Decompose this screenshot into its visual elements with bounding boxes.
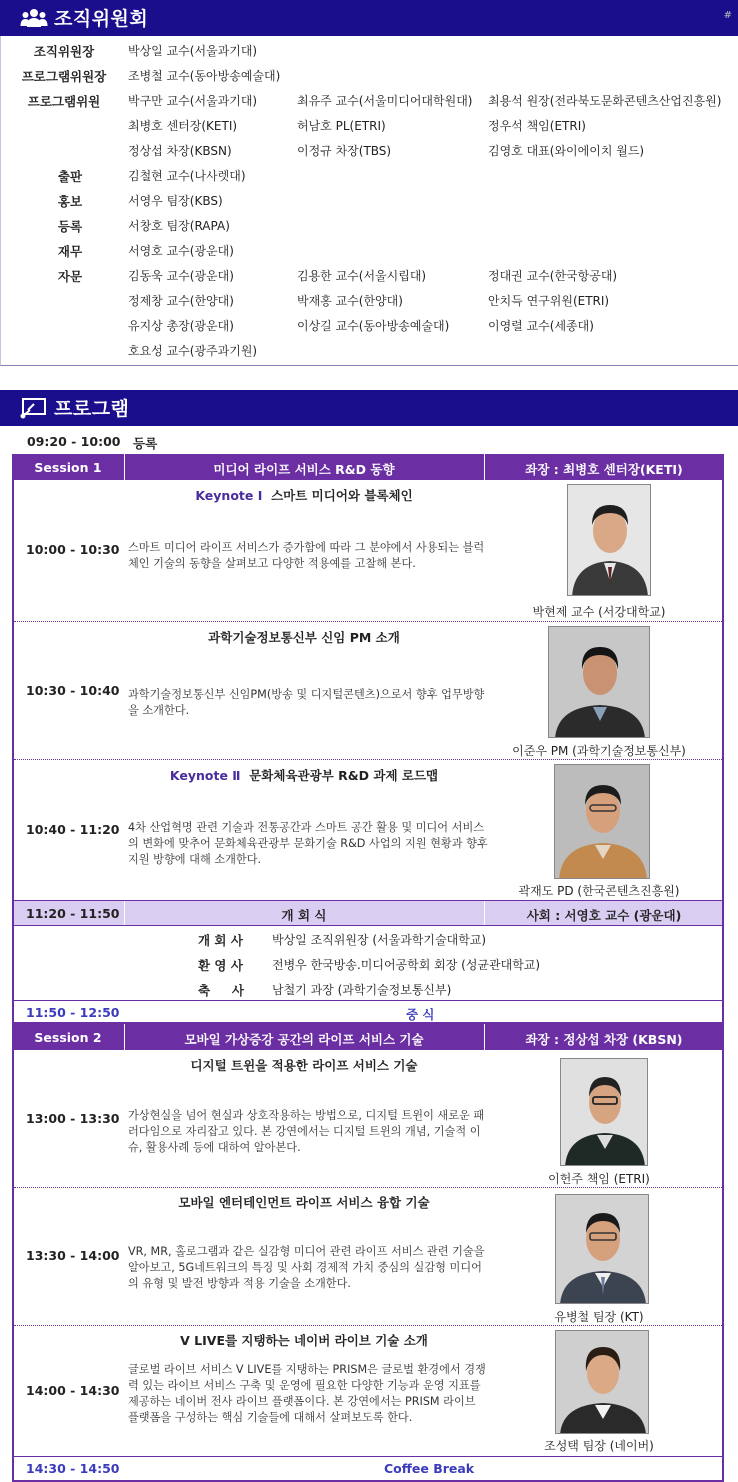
opening-time: 11:20 - 11:50 xyxy=(26,906,120,921)
talk-time: 13:00 - 13:30 xyxy=(26,1111,120,1126)
org-role-label: 출판 xyxy=(57,169,83,184)
org-row xyxy=(1,338,738,363)
talk-title xyxy=(114,766,494,784)
org-row xyxy=(1,163,738,188)
talk-title: V LIVE를 지탱하는 네이버 라이브 기술 소개 xyxy=(180,1333,428,1348)
keynote-label: Keynote Ⅱ xyxy=(169,768,241,783)
org-role-label: 프로그램위원 xyxy=(27,94,101,109)
talk-title-text: 스마트 미디어와 블록체인 xyxy=(271,488,413,503)
talk-time: 13:30 - 14:00 xyxy=(26,1248,120,1263)
org-row xyxy=(1,113,738,138)
talk-title: 과학기술정보통신부 신임 PM 소개 xyxy=(208,630,400,645)
org-row xyxy=(1,213,738,238)
speaker-caption: 이헌주 책임 (ETRI) xyxy=(548,1172,650,1186)
org-row xyxy=(1,38,738,63)
org-role-label: 조직위원장 xyxy=(33,44,95,59)
talk-title: 디지털 트윈을 적용한 라이프 서비스 기술 xyxy=(190,1058,418,1073)
speaker-photo xyxy=(548,626,650,738)
talk-title: 모바일 엔터테인먼트 라이프 서비스 융합 기술 xyxy=(178,1195,430,1210)
org-member: 이영렬 교수(세종대) xyxy=(488,319,594,333)
talk-1 xyxy=(14,480,722,622)
registration-time: 09:20 - 10:00 xyxy=(27,434,121,449)
talk-desc: 4차 산업혁명 관련 기술과 전통공간과 스마트 공간 활용 및 미디어 서비스의 변화에 맞추어 문화체육관광부 문화기술 R&D 사업의 지원 현황과 향후 지원 방향에 대해 소개한다. xyxy=(128,821,488,866)
session1-chair: 좌장 : 최병호 센터장(KETI) xyxy=(525,462,683,477)
keynote-label: Keynote Ⅰ xyxy=(195,488,263,503)
hash-mark: # xyxy=(723,10,732,21)
lunch-label: 중 식 xyxy=(406,1007,435,1022)
speaker-caption: 이준우 PM (과학기술정보통신부) xyxy=(512,744,686,758)
org-member: 박상일 교수(서울과기대) xyxy=(128,44,258,58)
presentation-icon xyxy=(20,397,48,419)
talk-6 xyxy=(14,1326,722,1456)
speaker-caption: 조성택 팀장 (네이버) xyxy=(544,1439,654,1453)
org-member: 김용한 교수(서울시립대) xyxy=(297,269,427,283)
org-member: 박구만 교수(서울과기대) xyxy=(128,94,258,108)
speaker-photo xyxy=(554,764,650,879)
talk-3 xyxy=(14,760,722,900)
org-role-label: 프로그램위원장 xyxy=(21,69,107,84)
speaker-photo xyxy=(555,1194,649,1304)
org-row xyxy=(1,288,738,313)
talk-time: 10:00 - 10:30 xyxy=(26,542,120,557)
speaker-caption: 곽재도 PD (한국콘텐츠진흥원) xyxy=(518,884,680,898)
talk-time: 10:30 - 10:40 xyxy=(26,683,120,698)
org-row xyxy=(1,238,738,263)
talk-time: 10:40 - 11:20 xyxy=(26,822,120,837)
org-member: 유지상 총장(광운대) xyxy=(128,319,234,333)
session1-bar xyxy=(12,454,724,480)
org-member: 서창호 팀장(RAPA) xyxy=(128,219,230,233)
org-role-label: 자문 xyxy=(57,269,83,284)
program-title: 프로그램 xyxy=(54,398,130,420)
org-member: 최유주 교수(서울미디어대학원대) xyxy=(297,94,473,108)
speech-row xyxy=(14,976,722,1001)
session2-title: 모바일 가상증강 공간의 라이프 서비스 기술 xyxy=(184,1032,424,1047)
lunch-row xyxy=(12,1000,724,1024)
talk-desc: 가상현실을 넘어 현실과 상호작용하는 방법으로, 디지털 트윈이 새로운 패러다임으로 자리잡고 있다. 본 강연에서는 디지털 트윈의 개념, 기술적 이슈, 활용사례 등에 대하여 알아본다. xyxy=(128,1109,485,1154)
session2-chair: 좌장 : 정상섭 차장 (KBSN) xyxy=(525,1032,683,1047)
org-member: 조병철 교수(동아방송예술대) xyxy=(128,69,281,83)
talk-desc: 글로벌 라이브 서비스 V LIVE를 지탱하는 PRISM은 글로벌 환경에서 경쟁력 있는 라이브 서비스 구축 및 운영에 필요한 다양한 기능과 운영 지표를 제공하는 네이버 전사 라이브 플랫폼이다. 본 강연에서는 PRISM 라이브 플랫폼을 구성하는 핵심 기술들에 대해서 살펴보도록 한다. xyxy=(128,1363,486,1424)
org-member: 허남호 PL(ETRI) xyxy=(297,119,386,133)
org-row xyxy=(1,263,738,288)
talk-title xyxy=(114,486,494,504)
talk-desc: 스마트 미디어 라이프 서비스가 증가함에 따라 그 분야에서 사용되는 블럭체인 기술의 동향을 살펴보고 다양한 적용예를 고찰해 본다. xyxy=(128,541,485,570)
org-role-label: 등록 xyxy=(57,219,83,234)
speech-role: 개 회 사 xyxy=(198,933,243,948)
org-member: 안치득 연구위원(ETRI) xyxy=(488,294,610,308)
speech-role: 축 사 xyxy=(198,983,244,998)
speech-role: 환 영 사 xyxy=(198,958,243,973)
org-member: 최용석 원장(전라북도문화콘텐츠산업진흥원) xyxy=(488,94,722,108)
speech-row xyxy=(14,926,722,951)
opening-title: 개 회 식 xyxy=(281,908,327,923)
coffee-row xyxy=(12,1456,724,1482)
org-member: 박재홍 교수(한양대) xyxy=(297,294,403,308)
org-row xyxy=(1,313,738,338)
talk-desc: VR, MR, 홀로그램과 같은 실감형 미디어 관련 라이프 서비스 관련 기술을 알아보고, 5G네트워크의 특징 및 사회 경제적 가치 중심의 실감형 미디어의 유형 및 발전 방향과 적용 기술을 소개한다. xyxy=(128,1245,485,1290)
session2-label: Session 2 xyxy=(34,1030,102,1045)
session2-bar xyxy=(12,1024,724,1050)
opening-host: 사회 : 서영호 교수 (광운대) xyxy=(526,908,682,923)
org-member: 김동욱 교수(광운대) xyxy=(128,269,234,283)
coffee-time: 14:30 - 14:50 xyxy=(26,1461,120,1476)
session1-title: 미디어 라이프 서비스 R&D 동향 xyxy=(213,462,395,477)
speaker-photo xyxy=(567,484,651,596)
org-member: 김철현 교수(나사렛대) xyxy=(128,169,246,183)
speaker-caption: 유병철 팀장 (KT) xyxy=(554,1310,644,1324)
org-member: 이정규 차장(TBS) xyxy=(297,144,392,158)
speech-speaker: 박상일 조직위원장 (서울과학기술대학교) xyxy=(272,933,487,947)
lunch-time: 11:50 - 12:50 xyxy=(26,1005,120,1020)
org-member: 서영호 교수(광운대) xyxy=(128,244,234,258)
registration-label: 등록 xyxy=(133,436,158,451)
speaker-photo xyxy=(555,1330,649,1434)
org-role-label: 홍보 xyxy=(57,194,83,209)
org-header xyxy=(0,0,738,36)
org-row xyxy=(1,188,738,213)
org-member: 호요성 교수(광주과기원) xyxy=(128,344,258,358)
talk-5 xyxy=(14,1188,722,1326)
speaker-caption: 박현제 교수 (서강대학교) xyxy=(532,605,666,619)
org-member: 정상섭 차장(KBSN) xyxy=(128,144,232,158)
opening-bar xyxy=(12,900,724,926)
speech-speaker: 전병우 한국방송.미디어공학회 회장 (성균관대학교) xyxy=(272,958,541,972)
speech-row xyxy=(14,951,722,976)
org-member: 이상길 교수(동아방송예술대) xyxy=(297,319,450,333)
org-row xyxy=(1,63,738,88)
org-member: 정대권 교수(한국항공대) xyxy=(488,269,618,283)
speech-speaker: 남철기 과장 (과학기술정보통신부) xyxy=(272,983,452,997)
org-member: 정우석 책임(ETRI) xyxy=(488,119,586,133)
org-row xyxy=(1,88,738,113)
org-member: 김영호 대표(와이에이치 월드) xyxy=(488,144,645,158)
org-role-label: 재무 xyxy=(57,244,83,259)
talk-2 xyxy=(14,622,722,760)
org-member: 정제창 교수(한양대) xyxy=(128,294,234,308)
talk-desc: 과학기술정보통신부 신임PM(방송 및 디지털콘텐츠)으로서 향후 업무방향을 소개한다. xyxy=(128,688,485,717)
org-committee-list xyxy=(0,36,738,366)
program-header xyxy=(0,390,738,426)
org-row xyxy=(1,138,738,163)
talk-time: 14:00 - 14:30 xyxy=(26,1383,120,1398)
talk-4 xyxy=(14,1050,722,1188)
speaker-photo xyxy=(560,1058,648,1166)
session1-label: Session 1 xyxy=(34,460,102,475)
org-member: 최병호 센터장(KETI) xyxy=(128,119,238,133)
talk-title-text: 문화체육관광부 R&D 과제 로드맵 xyxy=(249,768,439,783)
people-icon xyxy=(20,7,48,29)
org-title: 조직위원회 xyxy=(54,8,149,30)
org-member: 서영우 팀장(KBS) xyxy=(128,194,223,208)
coffee-label: Coffee Break xyxy=(384,1461,475,1476)
